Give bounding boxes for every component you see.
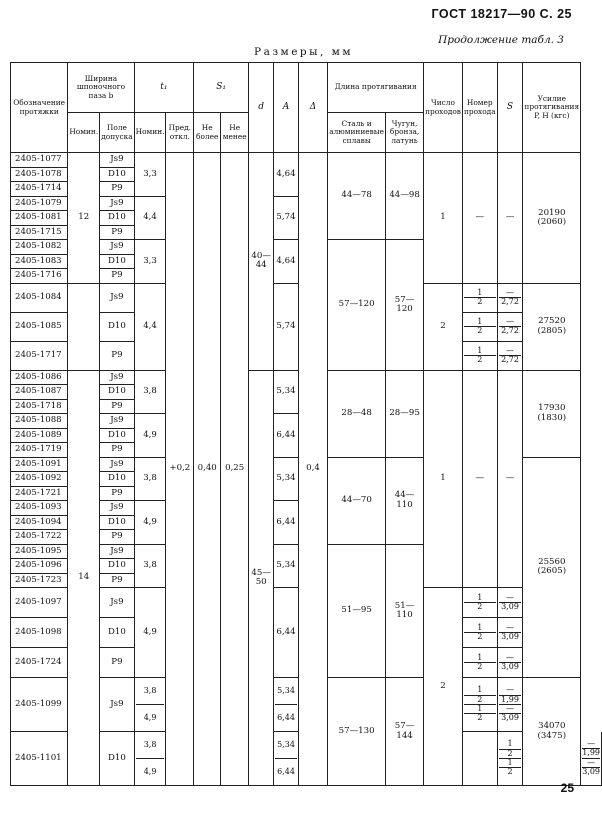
s-pass-2: 1,99 [499, 696, 522, 705]
tolerance-cell: Js9 [100, 240, 134, 255]
row-designation: 2405-1098 [11, 618, 68, 648]
tolerance-cell: P9 [100, 486, 134, 501]
a-value: 4,64 [274, 240, 299, 284]
s-pass-2: 3,09 [501, 662, 519, 671]
passes-value: 2 [424, 283, 463, 370]
col-a: A [274, 63, 299, 153]
pass-number-value [462, 618, 497, 648]
pass-1b: 1 [464, 705, 496, 714]
t1-sub-1: 3,8 [136, 678, 165, 705]
t1-sub-2: 4,9 [143, 767, 157, 776]
pass-1: 1 [464, 289, 496, 298]
row-designation: 2405-1724 [11, 648, 68, 678]
s-pass-1b: — [499, 705, 522, 714]
length-steel-value: 44—70 [328, 457, 386, 544]
col-length-iron: Чугун, бронза, латунь [386, 113, 424, 153]
row-designation: 2405-1722 [11, 530, 68, 545]
col-broaching-length: Длина протягивания [328, 63, 424, 113]
s-pass-1: — [499, 289, 522, 298]
tolerance-cell: Js9 [100, 153, 134, 168]
tolerance-cell: Js9 [100, 544, 134, 559]
s-value [497, 618, 523, 648]
row-designation: 2405-1086 [11, 370, 68, 385]
pass-2: 2 [464, 696, 496, 705]
pass-1: 1 [464, 347, 496, 356]
s-value [497, 648, 523, 678]
col-t1-deviation: Пред. откл. [166, 113, 194, 153]
row-designation: 2405-1091 [11, 457, 68, 472]
pass-number-value [462, 678, 497, 732]
tolerance-cell: Js9 [100, 370, 134, 385]
row-designation: 2405-1717 [11, 341, 68, 370]
s-pass-2: 3,09 [501, 632, 519, 641]
col-force: Усилие протягивания P, Н (кгс) [523, 63, 581, 153]
length-iron-value: 57—144 [386, 678, 424, 786]
pass-1: 1 [464, 654, 496, 663]
pass-number-value [497, 732, 523, 786]
pass-2: 2 [477, 297, 483, 306]
a-value [274, 678, 299, 732]
row-designation: 2405-1092 [11, 472, 68, 487]
d-range-value: 45—50 [249, 370, 274, 786]
row-designation: 2405-1716 [11, 269, 68, 284]
t1-sub-2: 4,9 [143, 713, 157, 722]
tolerance-cell: Js9 [100, 414, 134, 429]
table-continuation-label: Продолжение табл. 3 [438, 34, 564, 46]
length-iron-value: 44—110 [386, 457, 424, 544]
s-value [497, 341, 523, 370]
pass-number-value [462, 341, 497, 370]
s-value [497, 283, 523, 312]
s-pass-1: — [499, 624, 522, 633]
a-sub-1: 5,34 [275, 678, 297, 705]
row-designation: 2405-1077 [11, 153, 68, 168]
col-d: d [249, 63, 274, 153]
t1-value: 4,4 [134, 283, 166, 370]
tolerance-cell: Js9 [100, 678, 134, 732]
passes-value: 1 [424, 370, 463, 588]
a-value: 4,64 [274, 153, 299, 197]
pass-1: 1 [464, 686, 496, 695]
width-nominal-value: 14 [68, 370, 100, 786]
tolerance-cell: Js9 [100, 457, 134, 472]
col-pass-number: Номер прохода [462, 63, 497, 153]
a-value: 6,44 [274, 501, 299, 545]
a-value: 5,34 [274, 370, 299, 414]
a-sub-2: 6,44 [277, 767, 295, 776]
s-pass-1: — [499, 654, 522, 663]
row-designation: 2405-1714 [11, 182, 68, 197]
pass-2b: 2 [477, 713, 483, 723]
t1-sub-1: 3,8 [136, 732, 165, 759]
s-pass-2: 2,72 [501, 355, 519, 364]
tolerance-cell: Js9 [100, 283, 134, 312]
col-width-tolerance: Поле допуска [100, 113, 134, 153]
row-designation: 2405-1088 [11, 414, 68, 429]
length-iron-value: 28—95 [386, 370, 424, 457]
row-designation: 2405-1083 [11, 254, 68, 269]
document-header: ГОСТ 18217—90 С. 25 [431, 7, 572, 21]
row-designation: 2405-1078 [11, 167, 68, 182]
row-designation: 2405-1095 [11, 544, 68, 559]
tolerance-cell: P9 [100, 182, 134, 197]
col-t1: t₁ [134, 63, 194, 113]
pass-2: 2 [477, 355, 483, 364]
length-steel-value: 57—120 [328, 240, 386, 371]
tolerance-cell: P9 [100, 648, 134, 678]
force-value: 20190 (2060) [523, 153, 581, 284]
row-designation: 2405-1721 [11, 486, 68, 501]
broach-dimensions-table [10, 62, 602, 786]
t1-value: 4,4 [134, 196, 166, 240]
tolerance-cell: P9 [100, 341, 134, 370]
s-pass-1: — [582, 740, 600, 749]
s-value [497, 678, 523, 732]
col-s1-min: Не менее [221, 113, 249, 153]
tolerance-cell: D10 [100, 515, 134, 530]
pass-1b: 1 [499, 759, 522, 768]
pass-1: 1 [464, 318, 496, 327]
length-steel-value: 51—95 [328, 544, 386, 678]
dimensions-title: Размеры, мм [254, 46, 354, 58]
col-s: S [497, 63, 523, 153]
tolerance-cell: D10 [100, 559, 134, 574]
s-pass-2: 2,72 [501, 326, 519, 335]
row-designation: 2405-1099 [11, 678, 68, 732]
tolerance-cell: D10 [100, 211, 134, 226]
pass-number-value [462, 312, 497, 341]
col-length-steel: Сталь и алюминиевые сплавы [328, 113, 386, 153]
s-pass-2: 2,72 [501, 297, 519, 306]
s-pass-2: 1,99 [582, 748, 600, 758]
page-number: 25 [560, 781, 574, 795]
pass-number-value: — [462, 153, 497, 284]
passes-value: 2 [424, 588, 463, 786]
row-designation: 2405-1079 [11, 196, 68, 211]
s-pass-1: — [499, 347, 522, 356]
col-t1-nominal: Номин. [134, 113, 166, 153]
row-designation: 2405-1093 [11, 501, 68, 516]
tolerance-cell: Js9 [100, 196, 134, 211]
pass-number-value: — [462, 370, 497, 588]
s-value: — [497, 153, 523, 284]
tolerance-cell: D10 [100, 385, 134, 400]
col-designation: Обозначение протяжки [11, 63, 68, 153]
pass-number-value [462, 283, 497, 312]
row-designation: 2405-1094 [11, 515, 68, 530]
row-designation: 2405-1096 [11, 559, 68, 574]
t1-value: 3,8 [134, 370, 166, 414]
col-width-nominal: Номин. [68, 113, 100, 153]
t1-value: 3,8 [134, 544, 166, 588]
s-pass-2b: 3,09 [582, 767, 600, 777]
t1-value [134, 732, 166, 786]
row-designation: 2405-1081 [11, 211, 68, 226]
tolerance-cell: D10 [100, 254, 134, 269]
pass-1: 1 [464, 594, 496, 603]
pass-2b: 2 [507, 767, 513, 777]
row-designation: 2405-1723 [11, 573, 68, 588]
pass-number-value [462, 588, 497, 618]
col-delta: Δ [298, 63, 327, 153]
a-value: 6,44 [274, 414, 299, 458]
tolerance-cell: D10 [100, 732, 134, 786]
d-range-value: 40—44 [249, 153, 274, 371]
pass-2: 2 [499, 750, 522, 759]
col-keyway-width: Ширина шпоночного паза b [68, 63, 134, 113]
tolerance-cell: D10 [100, 167, 134, 182]
width-nominal-value [68, 283, 100, 370]
a-value: 5,74 [274, 196, 299, 240]
col-s1-max: Не более [194, 113, 221, 153]
pass-number-value [462, 648, 497, 678]
row-designation: 2405-1715 [11, 225, 68, 240]
t1-value: 4,9 [134, 414, 166, 458]
s-value [497, 312, 523, 341]
length-steel-value: 28—48 [328, 370, 386, 457]
force-value: 25560 (2605) [523, 457, 581, 678]
row-designation: 2405-1101 [11, 732, 68, 786]
length-iron-value: 44—98 [386, 153, 424, 240]
length-iron-value: 57—120 [386, 240, 424, 371]
row-designation: 2405-1719 [11, 443, 68, 458]
s1-max-value: 0,40 [194, 153, 221, 786]
s-pass-2b: 3,09 [501, 713, 519, 723]
row-designation: 2405-1089 [11, 428, 68, 443]
s1-min-value: 0,25 [221, 153, 249, 786]
tolerance-cell: P9 [100, 530, 134, 545]
tolerance-cell: D10 [100, 618, 134, 648]
row-designation: 2405-1718 [11, 399, 68, 414]
tolerance-cell: P9 [100, 269, 134, 284]
a-value: 5,34 [274, 457, 299, 501]
tolerance-cell: P9 [100, 573, 134, 588]
a-sub-2: 6,44 [277, 713, 295, 722]
tolerance-cell: D10 [100, 312, 134, 341]
passes-value-continued [462, 732, 497, 786]
a-value [274, 732, 299, 786]
a-value: 5,34 [274, 544, 299, 588]
passes-value: 1 [424, 153, 463, 284]
row-designation: 2405-1084 [11, 283, 68, 312]
tolerance-cell: D10 [100, 428, 134, 443]
tolerance-cell: P9 [100, 225, 134, 240]
force-value: 27520 (2805) [523, 283, 581, 370]
pass-1: 1 [464, 624, 496, 633]
s-value [581, 732, 602, 786]
delta-value: 0,4 [298, 153, 327, 786]
tolerance-cell: P9 [100, 399, 134, 414]
s-pass-1: — [499, 686, 522, 695]
t1-value: 3,3 [134, 240, 166, 284]
t1-value: 3,8 [134, 457, 166, 501]
s-pass-1: — [499, 318, 522, 327]
tolerance-cell: Js9 [100, 501, 134, 516]
row-designation: 2405-1097 [11, 588, 68, 618]
s-value [497, 588, 523, 618]
t1-value: 4,9 [134, 501, 166, 545]
pass-2: 2 [477, 326, 483, 335]
pass-2: 2 [477, 662, 483, 671]
col-passes: Число проходов [424, 63, 463, 153]
a-value: 6,44 [274, 588, 299, 678]
length-steel-value: 44—78 [328, 153, 386, 240]
t1-value: 4,9 [134, 588, 166, 678]
t1-value [134, 678, 166, 732]
a-value: 5,74 [274, 283, 299, 370]
s-pass-1b: — [582, 759, 600, 768]
pass-2: 2 [477, 602, 483, 611]
force-value: 17930 (1830) [523, 370, 581, 457]
tolerance-cell: P9 [100, 443, 134, 458]
row-designation: 2405-1085 [11, 312, 68, 341]
force-value: 34070 (3475) [523, 678, 581, 786]
pass-2: 2 [477, 632, 483, 641]
row-designation: 2405-1087 [11, 385, 68, 400]
pass-1: 1 [499, 740, 522, 749]
s-pass-2: 3,09 [501, 602, 519, 611]
s-value: — [497, 370, 523, 588]
length-iron-value: 51—110 [386, 544, 424, 678]
row-designation: 2405-1082 [11, 240, 68, 255]
s-pass-1: — [499, 594, 522, 603]
length-steel-value: 57—130 [328, 678, 386, 786]
a-sub-1: 5,34 [275, 732, 297, 759]
tolerance-cell: Js9 [100, 588, 134, 618]
width-nominal-value: 12 [68, 153, 100, 284]
t1-deviation-value: +0,2 [166, 153, 194, 786]
tolerance-cell: D10 [100, 472, 134, 487]
t1-value: 3,3 [134, 153, 166, 197]
col-s1: S₁ [194, 63, 249, 113]
